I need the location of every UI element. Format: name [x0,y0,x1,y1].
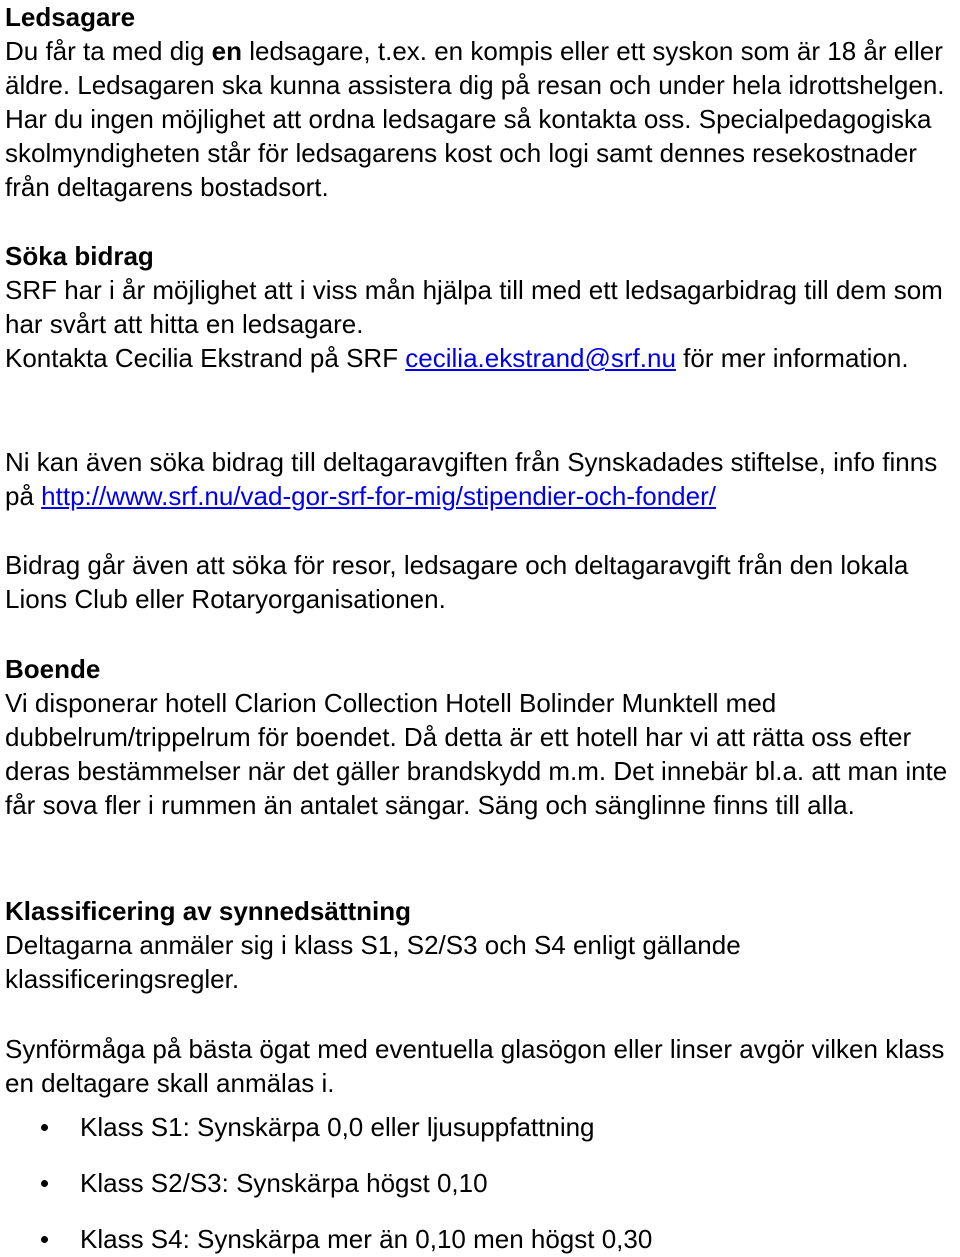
bullet-icon [41,1236,48,1243]
list-item-text: Klass S2/S3: Synskärpa högst 0,10 [80,1168,488,1198]
bullet-icon [41,1180,48,1187]
klassificering-paragraph-1: Deltagarna anmäler sig i klass S1, S2/S3 och S4 enligt gällande klassificeringsregler. [5,930,741,994]
boende-paragraph: Vi disponerar hotell Clarion Collection Hotell Bolinder Munktell med dubbelrum/trippelrum för boendet. Då detta är ett hotell har vi att rätta oss efter deras bestämmelser när det gäller brandskydd m.m. Det innebär bl.a. att man inte får sova fler i rummen än antalet sängar. Säng och sänglinne finns till alla. [5,688,948,820]
contact-text-end: för mer information. [675,343,909,373]
bidrag-paragraph-stiftelse [5,445,957,513]
contact-text-start: Kontakta Cecilia Ekstrand på SRF [5,343,406,373]
heading-ledsagare: Ledsagare [5,2,136,32]
list-item-text: Klass S1: Synskärpa 0,0 eller ljusuppfattning [80,1112,595,1142]
ledsagare-text-start: Du får ta med dig [5,36,212,66]
heading-klassificering: Klassificering av synnedsättning [5,896,412,926]
klassificering-paragraph-2: Synförmåga på bästa ögat med eventuella glasögon eller linser avgör vilken klass en deltagare skall anmälas i. [5,1034,945,1098]
ledsagare-paragraph [5,34,957,204]
bullet-icon [41,1124,48,1131]
bidrag-paragraph-contact [5,341,957,375]
list-item-text: Klass S4: Synskärpa mer än 0,10 men högst 0,30 [80,1224,653,1254]
ledsagare-text-rest: ledsagare, t.ex. en kompis eller ett syskon som är 18 år eller äldre. Ledsagaren ska kunna assistera dig på resan och under hela idrottshelgen. Har du ingen möjlighet att ordna ledsagare så kontakta oss. Specialpedagogiska skolmyndigheten står för ledsagarens kost och logi samt dennes resekostnader från deltagarens bostadsort. [5,36,945,202]
heading-soka-bidrag: Söka bidrag [5,241,154,271]
stiftelse-text: Ni kan även söka bidrag till deltagaravgiften från Synskadades stiftelse, info finns på [5,447,938,511]
bidrag-paragraph-lions: Bidrag går även att söka för resor, ledsagare och deltagaravgift från den lokala Lions Club eller Rotaryorganisationen. [5,550,909,614]
heading-boende: Boende [5,654,101,684]
email-link[interactable]: cecilia.ekstrand@srf.nu [405,343,676,373]
stipendier-link[interactable]: http://www.srf.nu/vad-gor-srf-for-mig/stipendier-och-fonder/ [41,481,716,511]
klass-list [5,1110,957,1255]
ledsagare-text-bold: en [211,36,242,66]
bidrag-paragraph-1: SRF har i år möjlighet att i viss mån hjälpa till med ett ledsagarbidrag till dem som har svårt att hitta en ledsagare. [5,275,943,339]
